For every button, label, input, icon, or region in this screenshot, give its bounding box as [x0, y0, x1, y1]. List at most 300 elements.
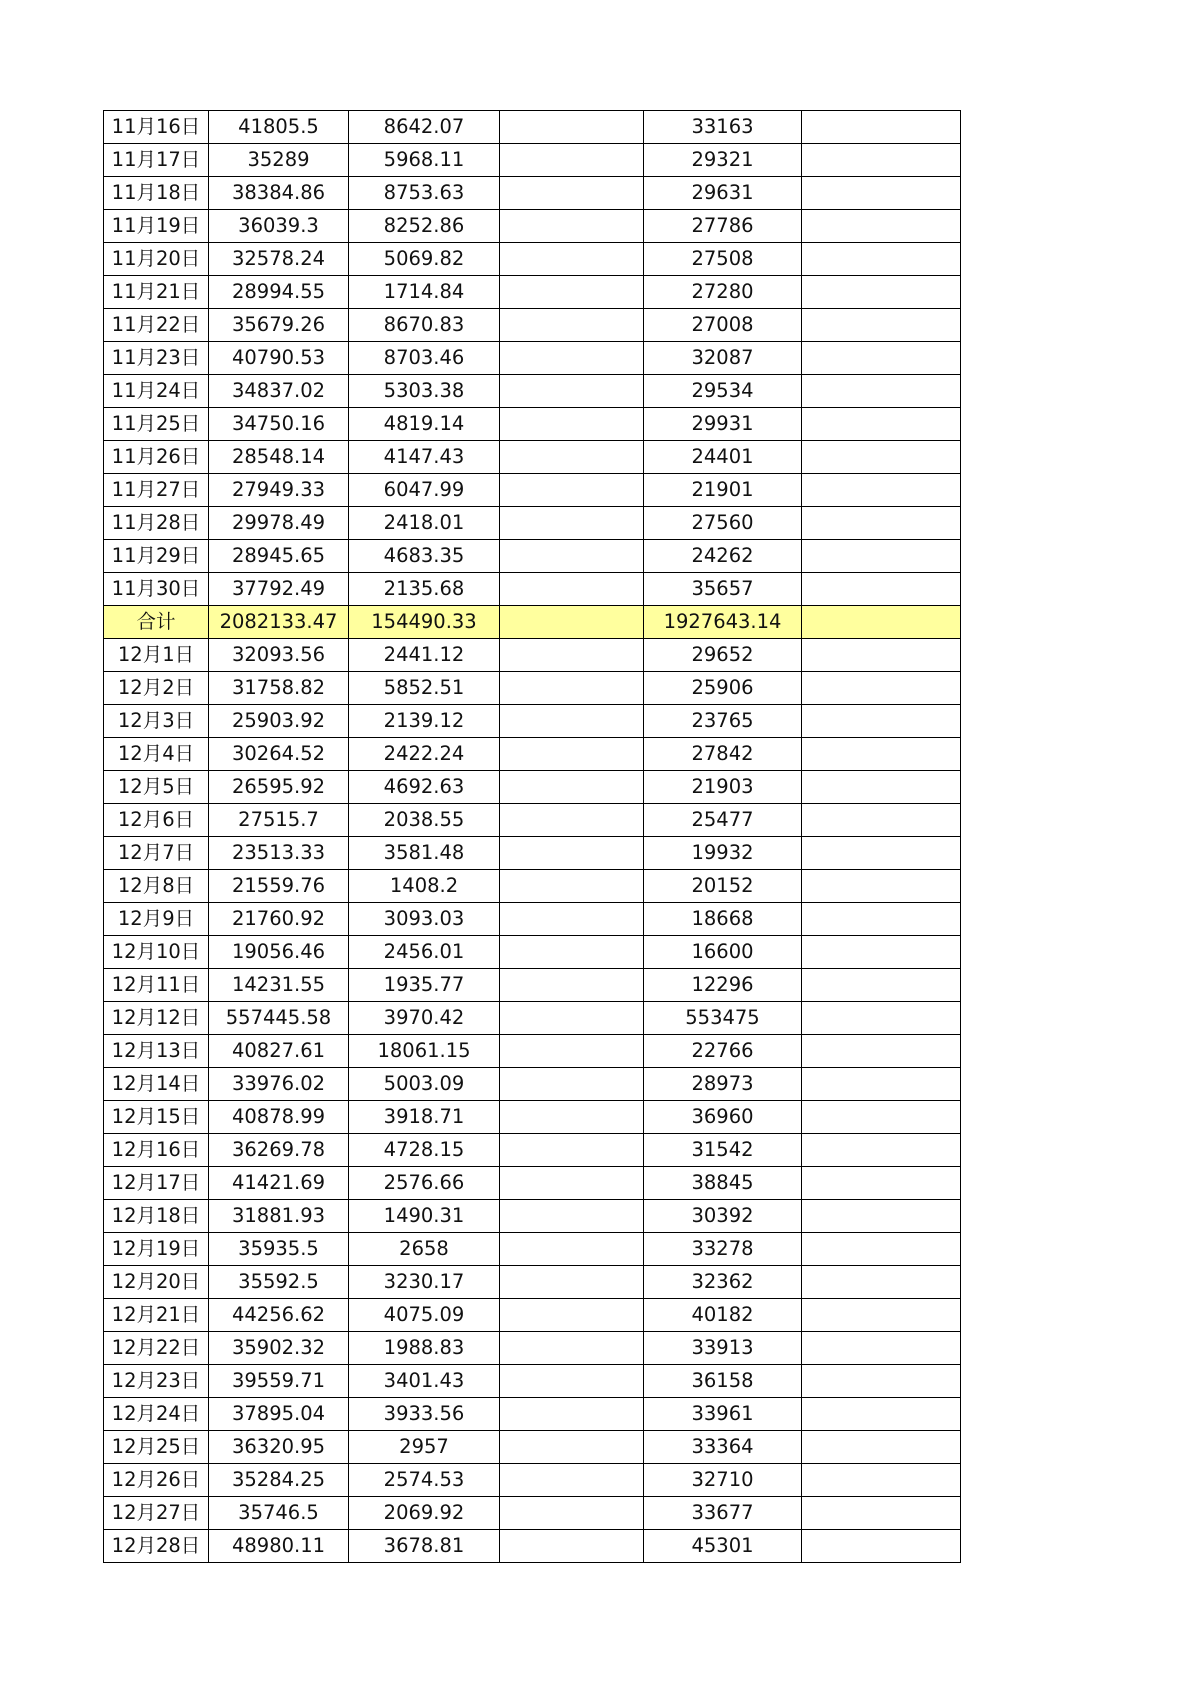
value-e-cell — [802, 1101, 961, 1134]
table-row — [104, 837, 961, 870]
value-b-cell: 154490.33 — [349, 606, 500, 639]
value-d-cell: 33364 — [644, 1431, 802, 1464]
value-e-cell — [802, 441, 961, 474]
value-b-cell: 3933.56 — [349, 1398, 500, 1431]
value-e-cell — [802, 309, 961, 342]
value-a-cell: 25903.92 — [209, 705, 349, 738]
value-d-cell: 27508 — [644, 243, 802, 276]
value-e-cell — [802, 540, 961, 573]
date-cell: 12月17日 — [104, 1167, 209, 1200]
value-d-cell: 40182 — [644, 1299, 802, 1332]
value-e-cell — [802, 606, 961, 639]
value-d-cell: 27280 — [644, 276, 802, 309]
date-cell: 11月20日 — [104, 243, 209, 276]
value-b-cell: 2139.12 — [349, 705, 500, 738]
value-a-cell: 36269.78 — [209, 1134, 349, 1167]
table-row — [104, 1497, 961, 1530]
value-e-cell — [802, 870, 961, 903]
date-cell: 12月14日 — [104, 1068, 209, 1101]
value-e-cell — [802, 276, 961, 309]
value-c-cell — [500, 606, 644, 639]
table-row — [104, 1101, 961, 1134]
value-e-cell — [802, 804, 961, 837]
value-a-cell: 36320.95 — [209, 1431, 349, 1464]
value-e-cell — [802, 1266, 961, 1299]
value-a-cell: 35592.5 — [209, 1266, 349, 1299]
value-c-cell — [500, 1101, 644, 1134]
date-cell: 11月19日 — [104, 210, 209, 243]
value-c-cell — [500, 1299, 644, 1332]
value-a-cell: 41805.5 — [209, 111, 349, 144]
table-row — [104, 1233, 961, 1266]
value-a-cell: 35679.26 — [209, 309, 349, 342]
table-row — [104, 804, 961, 837]
value-c-cell — [500, 870, 644, 903]
value-c-cell — [500, 177, 644, 210]
date-cell: 12月9日 — [104, 903, 209, 936]
value-e-cell — [802, 342, 961, 375]
table-row — [104, 1398, 961, 1431]
value-e-cell — [802, 375, 961, 408]
value-c-cell — [500, 1167, 644, 1200]
date-cell: 12月8日 — [104, 870, 209, 903]
value-b-cell: 2441.12 — [349, 639, 500, 672]
value-c-cell — [500, 837, 644, 870]
value-e-cell — [802, 243, 961, 276]
value-d-cell: 25477 — [644, 804, 802, 837]
value-c-cell — [500, 1497, 644, 1530]
value-e-cell — [802, 1167, 961, 1200]
value-b-cell: 5968.11 — [349, 144, 500, 177]
value-e-cell — [802, 573, 961, 606]
value-e-cell — [802, 1068, 961, 1101]
table-row — [104, 1365, 961, 1398]
value-c-cell — [500, 309, 644, 342]
value-e-cell — [802, 936, 961, 969]
value-a-cell: 37792.49 — [209, 573, 349, 606]
value-c-cell — [500, 903, 644, 936]
value-c-cell — [500, 738, 644, 771]
value-d-cell: 29652 — [644, 639, 802, 672]
date-cell: 12月1日 — [104, 639, 209, 672]
date-cell: 12月12日 — [104, 1002, 209, 1035]
value-c-cell — [500, 1365, 644, 1398]
value-a-cell: 23513.33 — [209, 837, 349, 870]
value-d-cell: 29534 — [644, 375, 802, 408]
value-a-cell: 48980.11 — [209, 1530, 349, 1563]
date-cell: 11月23日 — [104, 342, 209, 375]
value-a-cell: 40878.99 — [209, 1101, 349, 1134]
value-d-cell: 45301 — [644, 1530, 802, 1563]
value-e-cell — [802, 111, 961, 144]
date-cell: 12月16日 — [104, 1134, 209, 1167]
date-cell: 11月21日 — [104, 276, 209, 309]
table-row — [104, 1299, 961, 1332]
value-d-cell: 28973 — [644, 1068, 802, 1101]
value-d-cell: 38845 — [644, 1167, 802, 1200]
value-d-cell: 36960 — [644, 1101, 802, 1134]
value-a-cell: 28548.14 — [209, 441, 349, 474]
table-row — [104, 1068, 961, 1101]
value-d-cell: 24401 — [644, 441, 802, 474]
value-d-cell: 32362 — [644, 1266, 802, 1299]
value-d-cell: 32087 — [644, 342, 802, 375]
value-b-cell: 2422.24 — [349, 738, 500, 771]
value-c-cell — [500, 639, 644, 672]
value-b-cell: 2576.66 — [349, 1167, 500, 1200]
date-cell: 12月25日 — [104, 1431, 209, 1464]
value-c-cell — [500, 804, 644, 837]
value-c-cell — [500, 1068, 644, 1101]
table-row — [104, 1167, 961, 1200]
value-b-cell: 2574.53 — [349, 1464, 500, 1497]
value-b-cell: 3581.48 — [349, 837, 500, 870]
value-b-cell: 8703.46 — [349, 342, 500, 375]
value-e-cell — [802, 1002, 961, 1035]
date-cell: 12月27日 — [104, 1497, 209, 1530]
table-row — [104, 441, 961, 474]
table-row — [104, 1464, 961, 1497]
value-a-cell: 33976.02 — [209, 1068, 349, 1101]
table-row — [104, 1530, 961, 1563]
value-b-cell: 8642.07 — [349, 111, 500, 144]
value-c-cell — [500, 1398, 644, 1431]
value-b-cell: 2418.01 — [349, 507, 500, 540]
value-d-cell: 19932 — [644, 837, 802, 870]
value-e-cell — [802, 705, 961, 738]
date-cell: 12月11日 — [104, 969, 209, 1002]
date-cell: 12月15日 — [104, 1101, 209, 1134]
value-a-cell: 19056.46 — [209, 936, 349, 969]
table-row — [104, 111, 961, 144]
table-row — [104, 903, 961, 936]
table-row — [104, 1200, 961, 1233]
value-c-cell — [500, 441, 644, 474]
date-cell: 12月7日 — [104, 837, 209, 870]
value-a-cell: 30264.52 — [209, 738, 349, 771]
table-row — [104, 210, 961, 243]
table-row — [104, 1431, 961, 1464]
date-cell: 11月27日 — [104, 474, 209, 507]
value-a-cell: 39559.71 — [209, 1365, 349, 1398]
value-a-cell: 21559.76 — [209, 870, 349, 903]
value-e-cell — [802, 771, 961, 804]
value-d-cell: 30392 — [644, 1200, 802, 1233]
value-b-cell: 18061.15 — [349, 1035, 500, 1068]
value-c-cell — [500, 1002, 644, 1035]
value-b-cell: 1490.31 — [349, 1200, 500, 1233]
table-row — [104, 639, 961, 672]
value-e-cell — [802, 1530, 961, 1563]
value-c-cell — [500, 1332, 644, 1365]
value-a-cell: 32093.56 — [209, 639, 349, 672]
value-d-cell: 25906 — [644, 672, 802, 705]
date-cell: 11月18日 — [104, 177, 209, 210]
value-b-cell: 2658 — [349, 1233, 500, 1266]
value-c-cell — [500, 1134, 644, 1167]
value-d-cell: 31542 — [644, 1134, 802, 1167]
value-d-cell: 33961 — [644, 1398, 802, 1431]
value-a-cell: 34750.16 — [209, 408, 349, 441]
date-cell: 12月4日 — [104, 738, 209, 771]
value-a-cell: 31758.82 — [209, 672, 349, 705]
value-d-cell: 29931 — [644, 408, 802, 441]
value-e-cell — [802, 210, 961, 243]
table-row — [104, 243, 961, 276]
value-e-cell — [802, 507, 961, 540]
value-b-cell: 4692.63 — [349, 771, 500, 804]
value-e-cell — [802, 408, 961, 441]
value-a-cell: 36039.3 — [209, 210, 349, 243]
value-b-cell: 8670.83 — [349, 309, 500, 342]
value-e-cell — [802, 1035, 961, 1068]
value-d-cell: 21903 — [644, 771, 802, 804]
value-a-cell: 29978.49 — [209, 507, 349, 540]
value-b-cell: 1988.83 — [349, 1332, 500, 1365]
value-d-cell: 29321 — [644, 144, 802, 177]
table-row — [104, 771, 961, 804]
value-c-cell — [500, 210, 644, 243]
value-a-cell: 27949.33 — [209, 474, 349, 507]
table-row — [104, 507, 961, 540]
value-c-cell — [500, 1035, 644, 1068]
value-d-cell: 33278 — [644, 1233, 802, 1266]
value-c-cell — [500, 1200, 644, 1233]
value-c-cell — [500, 342, 644, 375]
value-d-cell: 27008 — [644, 309, 802, 342]
value-b-cell: 3918.71 — [349, 1101, 500, 1134]
value-e-cell — [802, 1464, 961, 1497]
table-body — [104, 111, 961, 1563]
value-e-cell — [802, 738, 961, 771]
total-row — [104, 606, 961, 639]
table-row — [104, 1002, 961, 1035]
value-d-cell: 1927643.14 — [644, 606, 802, 639]
value-b-cell: 4075.09 — [349, 1299, 500, 1332]
table-row — [104, 276, 961, 309]
value-e-cell — [802, 1299, 961, 1332]
value-e-cell — [802, 1431, 961, 1464]
date-cell: 11月25日 — [104, 408, 209, 441]
value-c-cell — [500, 705, 644, 738]
date-cell: 12月18日 — [104, 1200, 209, 1233]
value-c-cell — [500, 408, 644, 441]
value-e-cell — [802, 177, 961, 210]
table-row — [104, 375, 961, 408]
value-e-cell — [802, 639, 961, 672]
value-c-cell — [500, 1530, 644, 1563]
value-b-cell: 2456.01 — [349, 936, 500, 969]
value-e-cell — [802, 144, 961, 177]
value-b-cell: 3401.43 — [349, 1365, 500, 1398]
value-e-cell — [802, 1497, 961, 1530]
table-row — [104, 177, 961, 210]
value-d-cell: 36158 — [644, 1365, 802, 1398]
table-row — [104, 342, 961, 375]
value-a-cell: 34837.02 — [209, 375, 349, 408]
value-c-cell — [500, 276, 644, 309]
value-b-cell: 5852.51 — [349, 672, 500, 705]
value-e-cell — [802, 1332, 961, 1365]
value-c-cell — [500, 573, 644, 606]
value-b-cell: 8252.86 — [349, 210, 500, 243]
date-cell: 12月24日 — [104, 1398, 209, 1431]
value-b-cell: 8753.63 — [349, 177, 500, 210]
value-e-cell — [802, 1233, 961, 1266]
value-b-cell: 5069.82 — [349, 243, 500, 276]
value-a-cell: 35289 — [209, 144, 349, 177]
value-d-cell: 12296 — [644, 969, 802, 1002]
table-row — [104, 969, 961, 1002]
value-b-cell: 4819.14 — [349, 408, 500, 441]
table-row — [104, 870, 961, 903]
date-cell: 12月2日 — [104, 672, 209, 705]
date-cell: 11月26日 — [104, 441, 209, 474]
value-a-cell: 38384.86 — [209, 177, 349, 210]
date-cell: 11月16日 — [104, 111, 209, 144]
value-e-cell — [802, 1365, 961, 1398]
value-d-cell: 32710 — [644, 1464, 802, 1497]
value-a-cell: 35902.32 — [209, 1332, 349, 1365]
value-d-cell: 16600 — [644, 936, 802, 969]
value-b-cell: 1935.77 — [349, 969, 500, 1002]
value-b-cell: 2038.55 — [349, 804, 500, 837]
value-a-cell: 21760.92 — [209, 903, 349, 936]
value-d-cell: 21901 — [644, 474, 802, 507]
table-row — [104, 738, 961, 771]
date-cell: 12月28日 — [104, 1530, 209, 1563]
date-cell: 12月10日 — [104, 936, 209, 969]
table-row — [104, 1134, 961, 1167]
value-c-cell — [500, 474, 644, 507]
value-c-cell — [500, 243, 644, 276]
value-c-cell — [500, 540, 644, 573]
table-row — [104, 474, 961, 507]
value-d-cell: 33677 — [644, 1497, 802, 1530]
table-row — [104, 672, 961, 705]
value-a-cell: 37895.04 — [209, 1398, 349, 1431]
value-c-cell — [500, 1233, 644, 1266]
date-cell: 11月22日 — [104, 309, 209, 342]
value-e-cell — [802, 1200, 961, 1233]
value-e-cell — [802, 474, 961, 507]
date-cell: 12月26日 — [104, 1464, 209, 1497]
value-a-cell: 40827.61 — [209, 1035, 349, 1068]
value-c-cell — [500, 969, 644, 1002]
date-cell: 12月6日 — [104, 804, 209, 837]
value-b-cell: 2135.68 — [349, 573, 500, 606]
value-c-cell — [500, 375, 644, 408]
value-a-cell: 35284.25 — [209, 1464, 349, 1497]
value-a-cell: 44256.62 — [209, 1299, 349, 1332]
date-cell: 12月21日 — [104, 1299, 209, 1332]
value-e-cell — [802, 837, 961, 870]
table-row — [104, 1035, 961, 1068]
value-a-cell: 14231.55 — [209, 969, 349, 1002]
table-row — [104, 705, 961, 738]
value-a-cell: 26595.92 — [209, 771, 349, 804]
table-row — [104, 573, 961, 606]
date-cell: 12月22日 — [104, 1332, 209, 1365]
table-row — [104, 144, 961, 177]
value-b-cell: 6047.99 — [349, 474, 500, 507]
spreadsheet-page — [103, 110, 961, 1563]
date-cell: 12月20日 — [104, 1266, 209, 1299]
value-b-cell: 5003.09 — [349, 1068, 500, 1101]
value-b-cell: 4728.15 — [349, 1134, 500, 1167]
value-c-cell — [500, 144, 644, 177]
value-c-cell — [500, 771, 644, 804]
date-cell: 12月5日 — [104, 771, 209, 804]
value-c-cell — [500, 1266, 644, 1299]
value-d-cell: 18668 — [644, 903, 802, 936]
value-e-cell — [802, 1398, 961, 1431]
date-cell: 12月19日 — [104, 1233, 209, 1266]
table-row — [104, 936, 961, 969]
value-a-cell: 31881.93 — [209, 1200, 349, 1233]
value-b-cell: 3678.81 — [349, 1530, 500, 1563]
value-e-cell — [802, 903, 961, 936]
value-b-cell: 3093.03 — [349, 903, 500, 936]
value-d-cell: 27842 — [644, 738, 802, 771]
value-e-cell — [802, 672, 961, 705]
date-cell: 11月17日 — [104, 144, 209, 177]
value-c-cell — [500, 672, 644, 705]
value-d-cell: 23765 — [644, 705, 802, 738]
date-cell: 12月13日 — [104, 1035, 209, 1068]
value-e-cell — [802, 969, 961, 1002]
value-a-cell: 27515.7 — [209, 804, 349, 837]
value-d-cell: 20152 — [644, 870, 802, 903]
value-d-cell: 24262 — [644, 540, 802, 573]
table-row — [104, 408, 961, 441]
value-b-cell: 5303.38 — [349, 375, 500, 408]
value-d-cell: 33163 — [644, 111, 802, 144]
value-d-cell: 35657 — [644, 573, 802, 606]
value-a-cell: 32578.24 — [209, 243, 349, 276]
table-row — [104, 1332, 961, 1365]
value-b-cell: 3970.42 — [349, 1002, 500, 1035]
date-cell: 合计 — [104, 606, 209, 639]
value-d-cell: 27560 — [644, 507, 802, 540]
date-cell: 11月24日 — [104, 375, 209, 408]
value-c-cell — [500, 1464, 644, 1497]
value-b-cell: 2957 — [349, 1431, 500, 1464]
value-e-cell — [802, 1134, 961, 1167]
value-a-cell: 28994.55 — [209, 276, 349, 309]
value-d-cell: 33913 — [644, 1332, 802, 1365]
value-c-cell — [500, 1431, 644, 1464]
table-row — [104, 540, 961, 573]
value-a-cell: 35746.5 — [209, 1497, 349, 1530]
value-c-cell — [500, 111, 644, 144]
value-c-cell — [500, 507, 644, 540]
date-cell: 11月29日 — [104, 540, 209, 573]
date-cell: 12月23日 — [104, 1365, 209, 1398]
value-b-cell: 4683.35 — [349, 540, 500, 573]
value-d-cell: 553475 — [644, 1002, 802, 1035]
table-row — [104, 1266, 961, 1299]
value-a-cell: 557445.58 — [209, 1002, 349, 1035]
date-cell: 11月30日 — [104, 573, 209, 606]
data-table — [103, 110, 961, 1563]
table-row — [104, 309, 961, 342]
value-a-cell: 41421.69 — [209, 1167, 349, 1200]
value-b-cell: 2069.92 — [349, 1497, 500, 1530]
value-b-cell: 1408.2 — [349, 870, 500, 903]
value-b-cell: 1714.84 — [349, 276, 500, 309]
value-a-cell: 28945.65 — [209, 540, 349, 573]
